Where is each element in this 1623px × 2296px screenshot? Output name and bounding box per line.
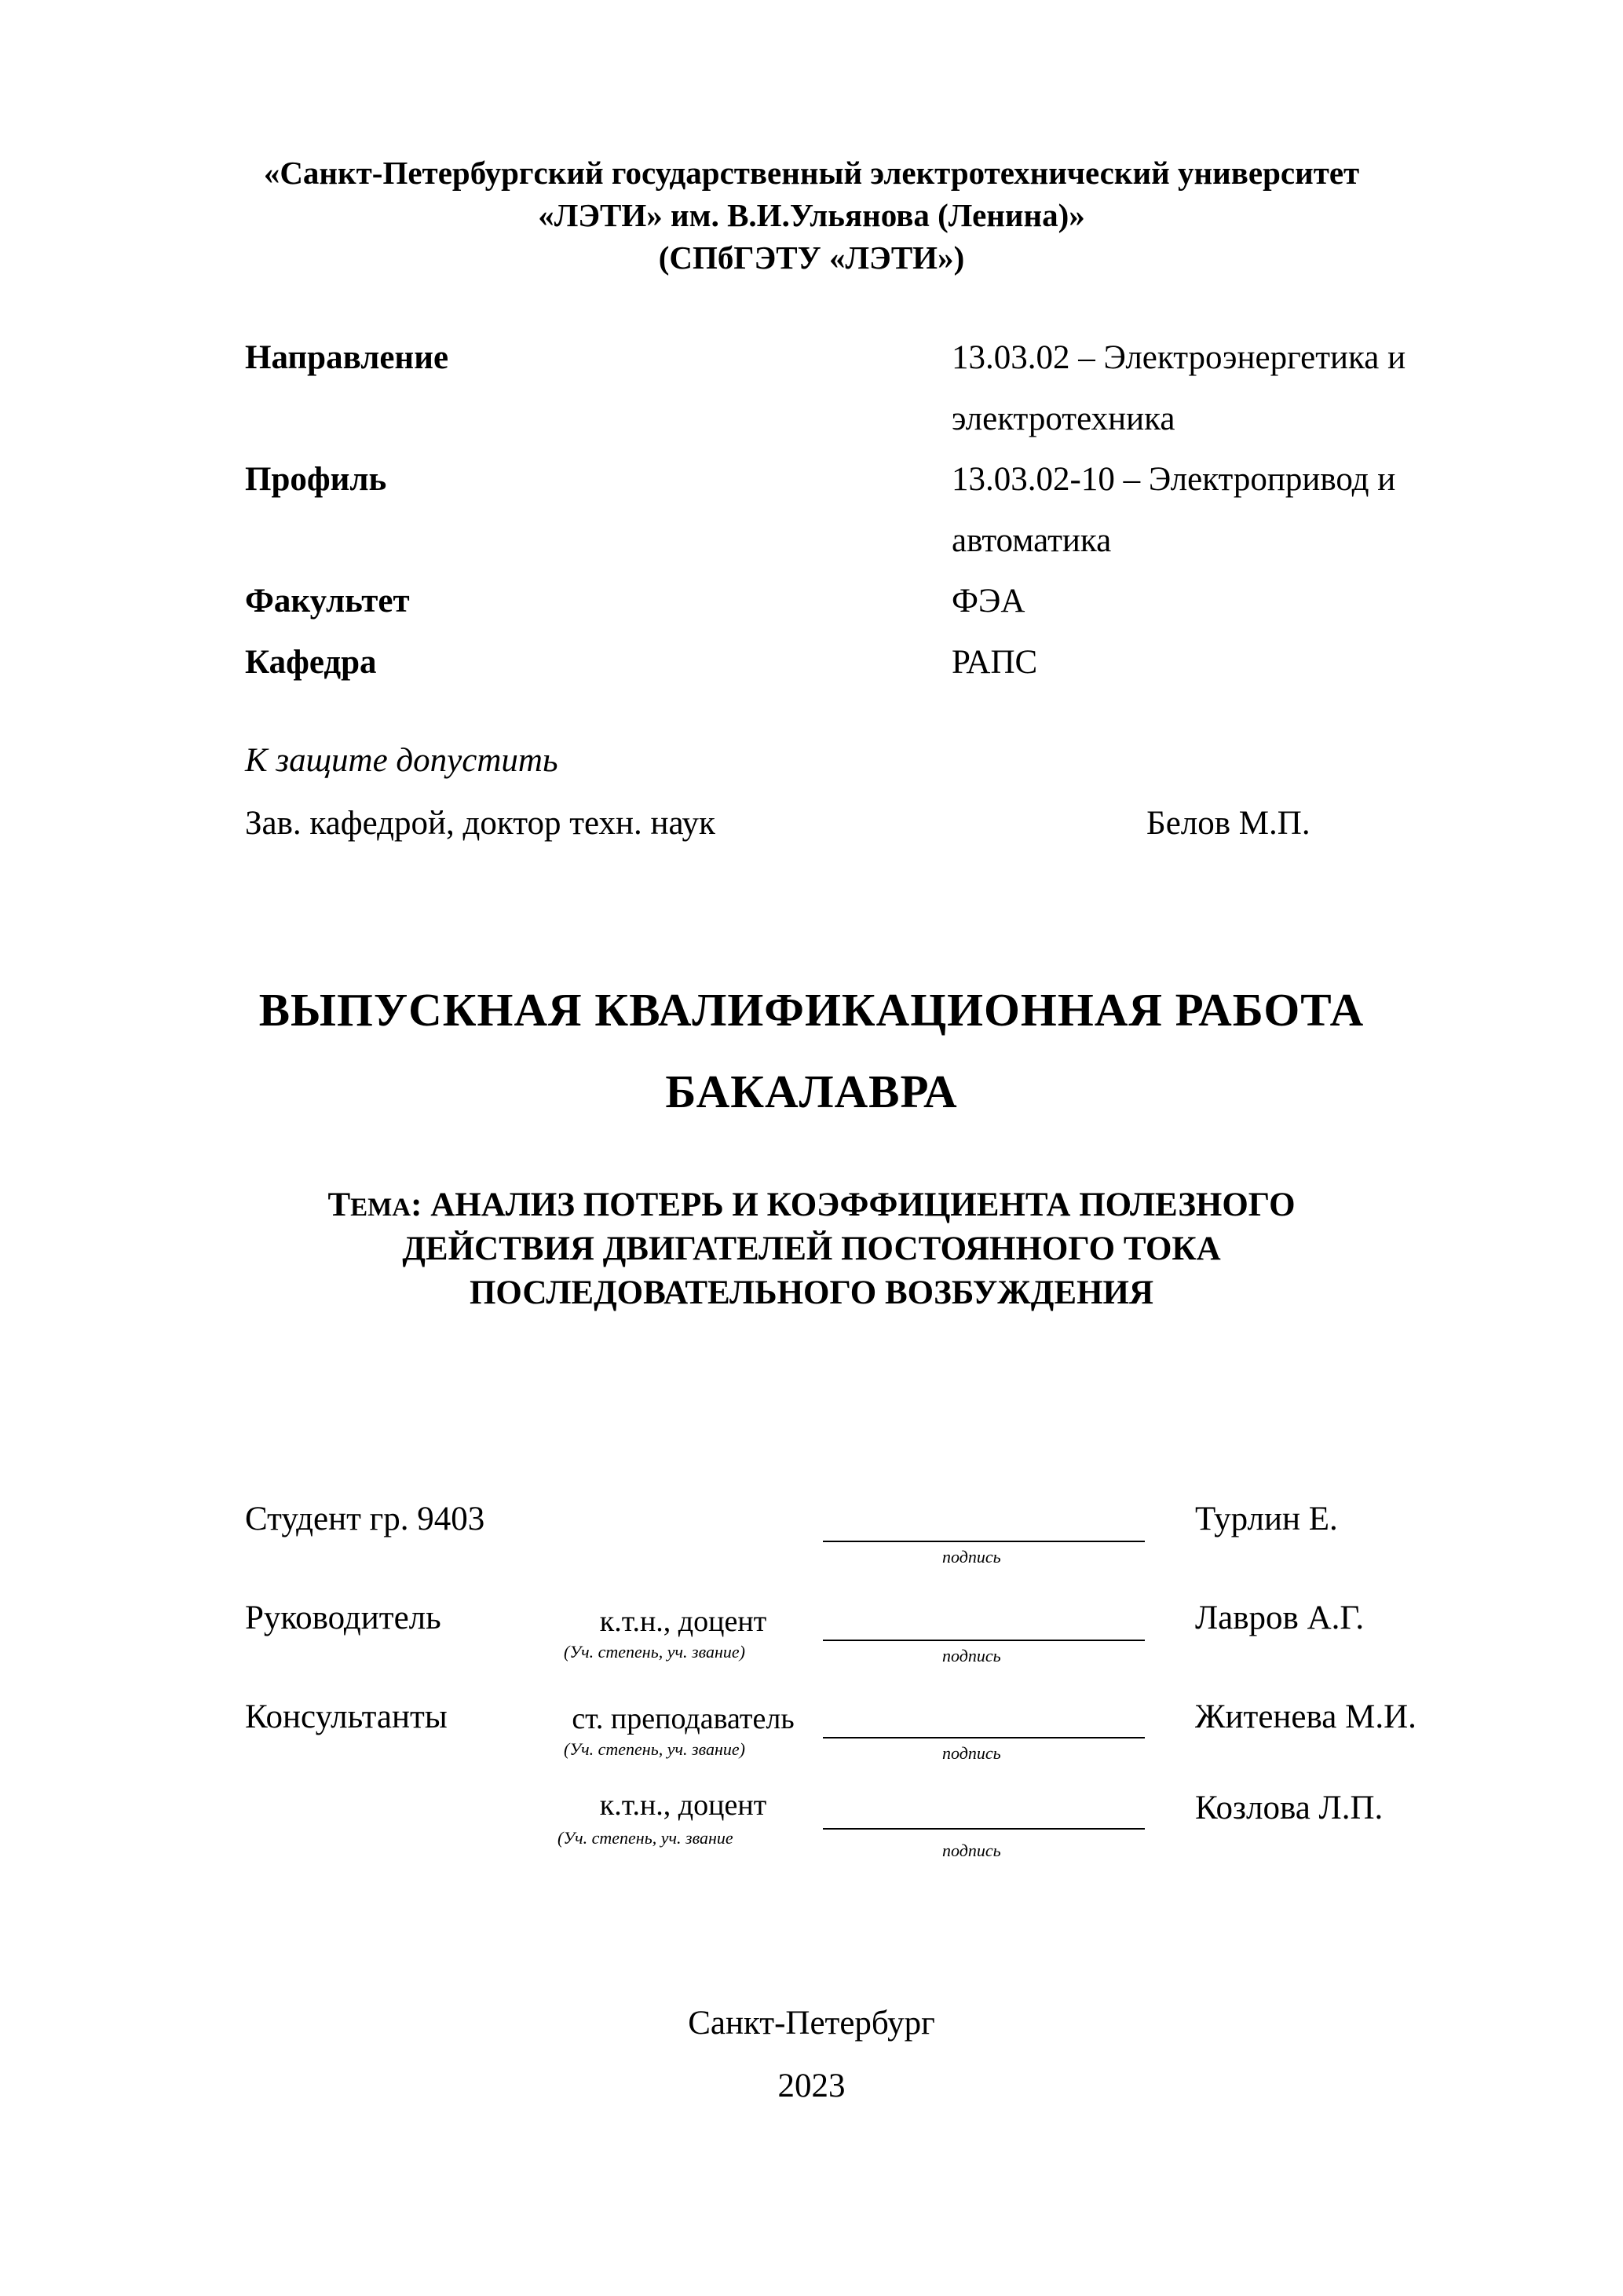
work-title-line1: ВЫПУСКНАЯ КВАЛИФИКАЦИОННАЯ РАБОТА [258, 984, 1365, 1036]
supervisor-label: Руководитель [245, 1600, 441, 1636]
direction-value-line1: 13.03.02 – Электроэнергетика и [952, 339, 1406, 376]
approval-title: К защите допустить [245, 742, 558, 779]
topic-prefix-T: Т [327, 1186, 351, 1223]
consultant2-signature-hint: подпись [942, 1841, 1001, 1860]
consultant1-name: Житенева М.И. [1195, 1698, 1416, 1735]
department-value: РАПС [952, 644, 1038, 681]
consultant2-name: Козлова Л.П. [1195, 1790, 1384, 1826]
consultant2-degree: к.т.н., доцент [599, 1789, 767, 1822]
consultant2-signature-line [823, 1828, 1145, 1830]
supervisor-name: Лавров А.Г. [1195, 1600, 1365, 1636]
consultant1-degree: ст. преподаватель [572, 1702, 795, 1735]
topic-text-line1: АНАЛИЗ ПОТЕРЬ И КОЭФФИЦИЕНТА ПОЛЕЗНОГО [422, 1186, 1296, 1223]
student-signature-hint: подпись [942, 1547, 1001, 1567]
consultant2-degree-hint: (Уч. степень, уч. звание [557, 1828, 733, 1848]
university-abbreviation: (СПбГЭТУ «ЛЭТИ») [658, 239, 965, 276]
approval-position: Зав. кафедрой, доктор техн. наук [245, 805, 715, 842]
topic-line1 [0, 1185, 1623, 1228]
department-label: Кафедра [245, 644, 377, 681]
footer-city: Санкт-Петербург [688, 2005, 935, 2042]
approval-name: Белов М.П. [1146, 805, 1310, 842]
supervisor-degree: к.т.н., доцент [599, 1605, 767, 1638]
consultant1-signature-hint: подпись [942, 1743, 1001, 1763]
topic-prefix-rest: ЕМА [350, 1194, 411, 1222]
consultant1-signature-line [823, 1737, 1145, 1738]
topic-line3: ПОСЛЕДОВАТЕЛЬНОГО ВОЗБУЖДЕНИЯ [469, 1274, 1154, 1311]
supervisor-degree-hint: (Уч. степень, уч. звание) [564, 1642, 745, 1662]
consultant1-degree-hint: (Уч. степень, уч. звание) [564, 1739, 745, 1759]
faculty-value: ФЭА [952, 583, 1025, 620]
student-label: Студент гр. 9403 [245, 1501, 485, 1537]
student-signature-line [823, 1541, 1145, 1542]
supervisor-signature-line [823, 1640, 1145, 1641]
student-name: Турлин Е. [1195, 1501, 1338, 1537]
faculty-label: Факультет [245, 583, 410, 620]
profile-value-line1: 13.03.02-10 – Электропривод и [952, 461, 1396, 498]
direction-label: Направление [245, 339, 449, 376]
topic-prefix-colon: : [411, 1186, 422, 1223]
university-name-line1: «Санкт-Петербургский государственный электротехнический университет [263, 155, 1360, 191]
profile-label: Профиль [245, 461, 387, 498]
university-name-line2: «ЛЭТИ» им. В.И.Ульянова (Ленина)» [538, 197, 1085, 233]
profile-value-line2: автоматика [952, 522, 1112, 559]
direction-value-line2: электротехника [952, 400, 1175, 437]
footer-year: 2023 [777, 2067, 846, 2104]
consultants-label: Консультанты [245, 1698, 448, 1735]
work-title-line2: БАКАЛАВРА [665, 1066, 958, 1117]
topic-line2: ДЕЙСТВИЯ ДВИГАТЕЛЕЙ ПОСТОЯННОГО ТОКА [402, 1230, 1221, 1267]
supervisor-signature-hint: подпись [942, 1646, 1001, 1665]
